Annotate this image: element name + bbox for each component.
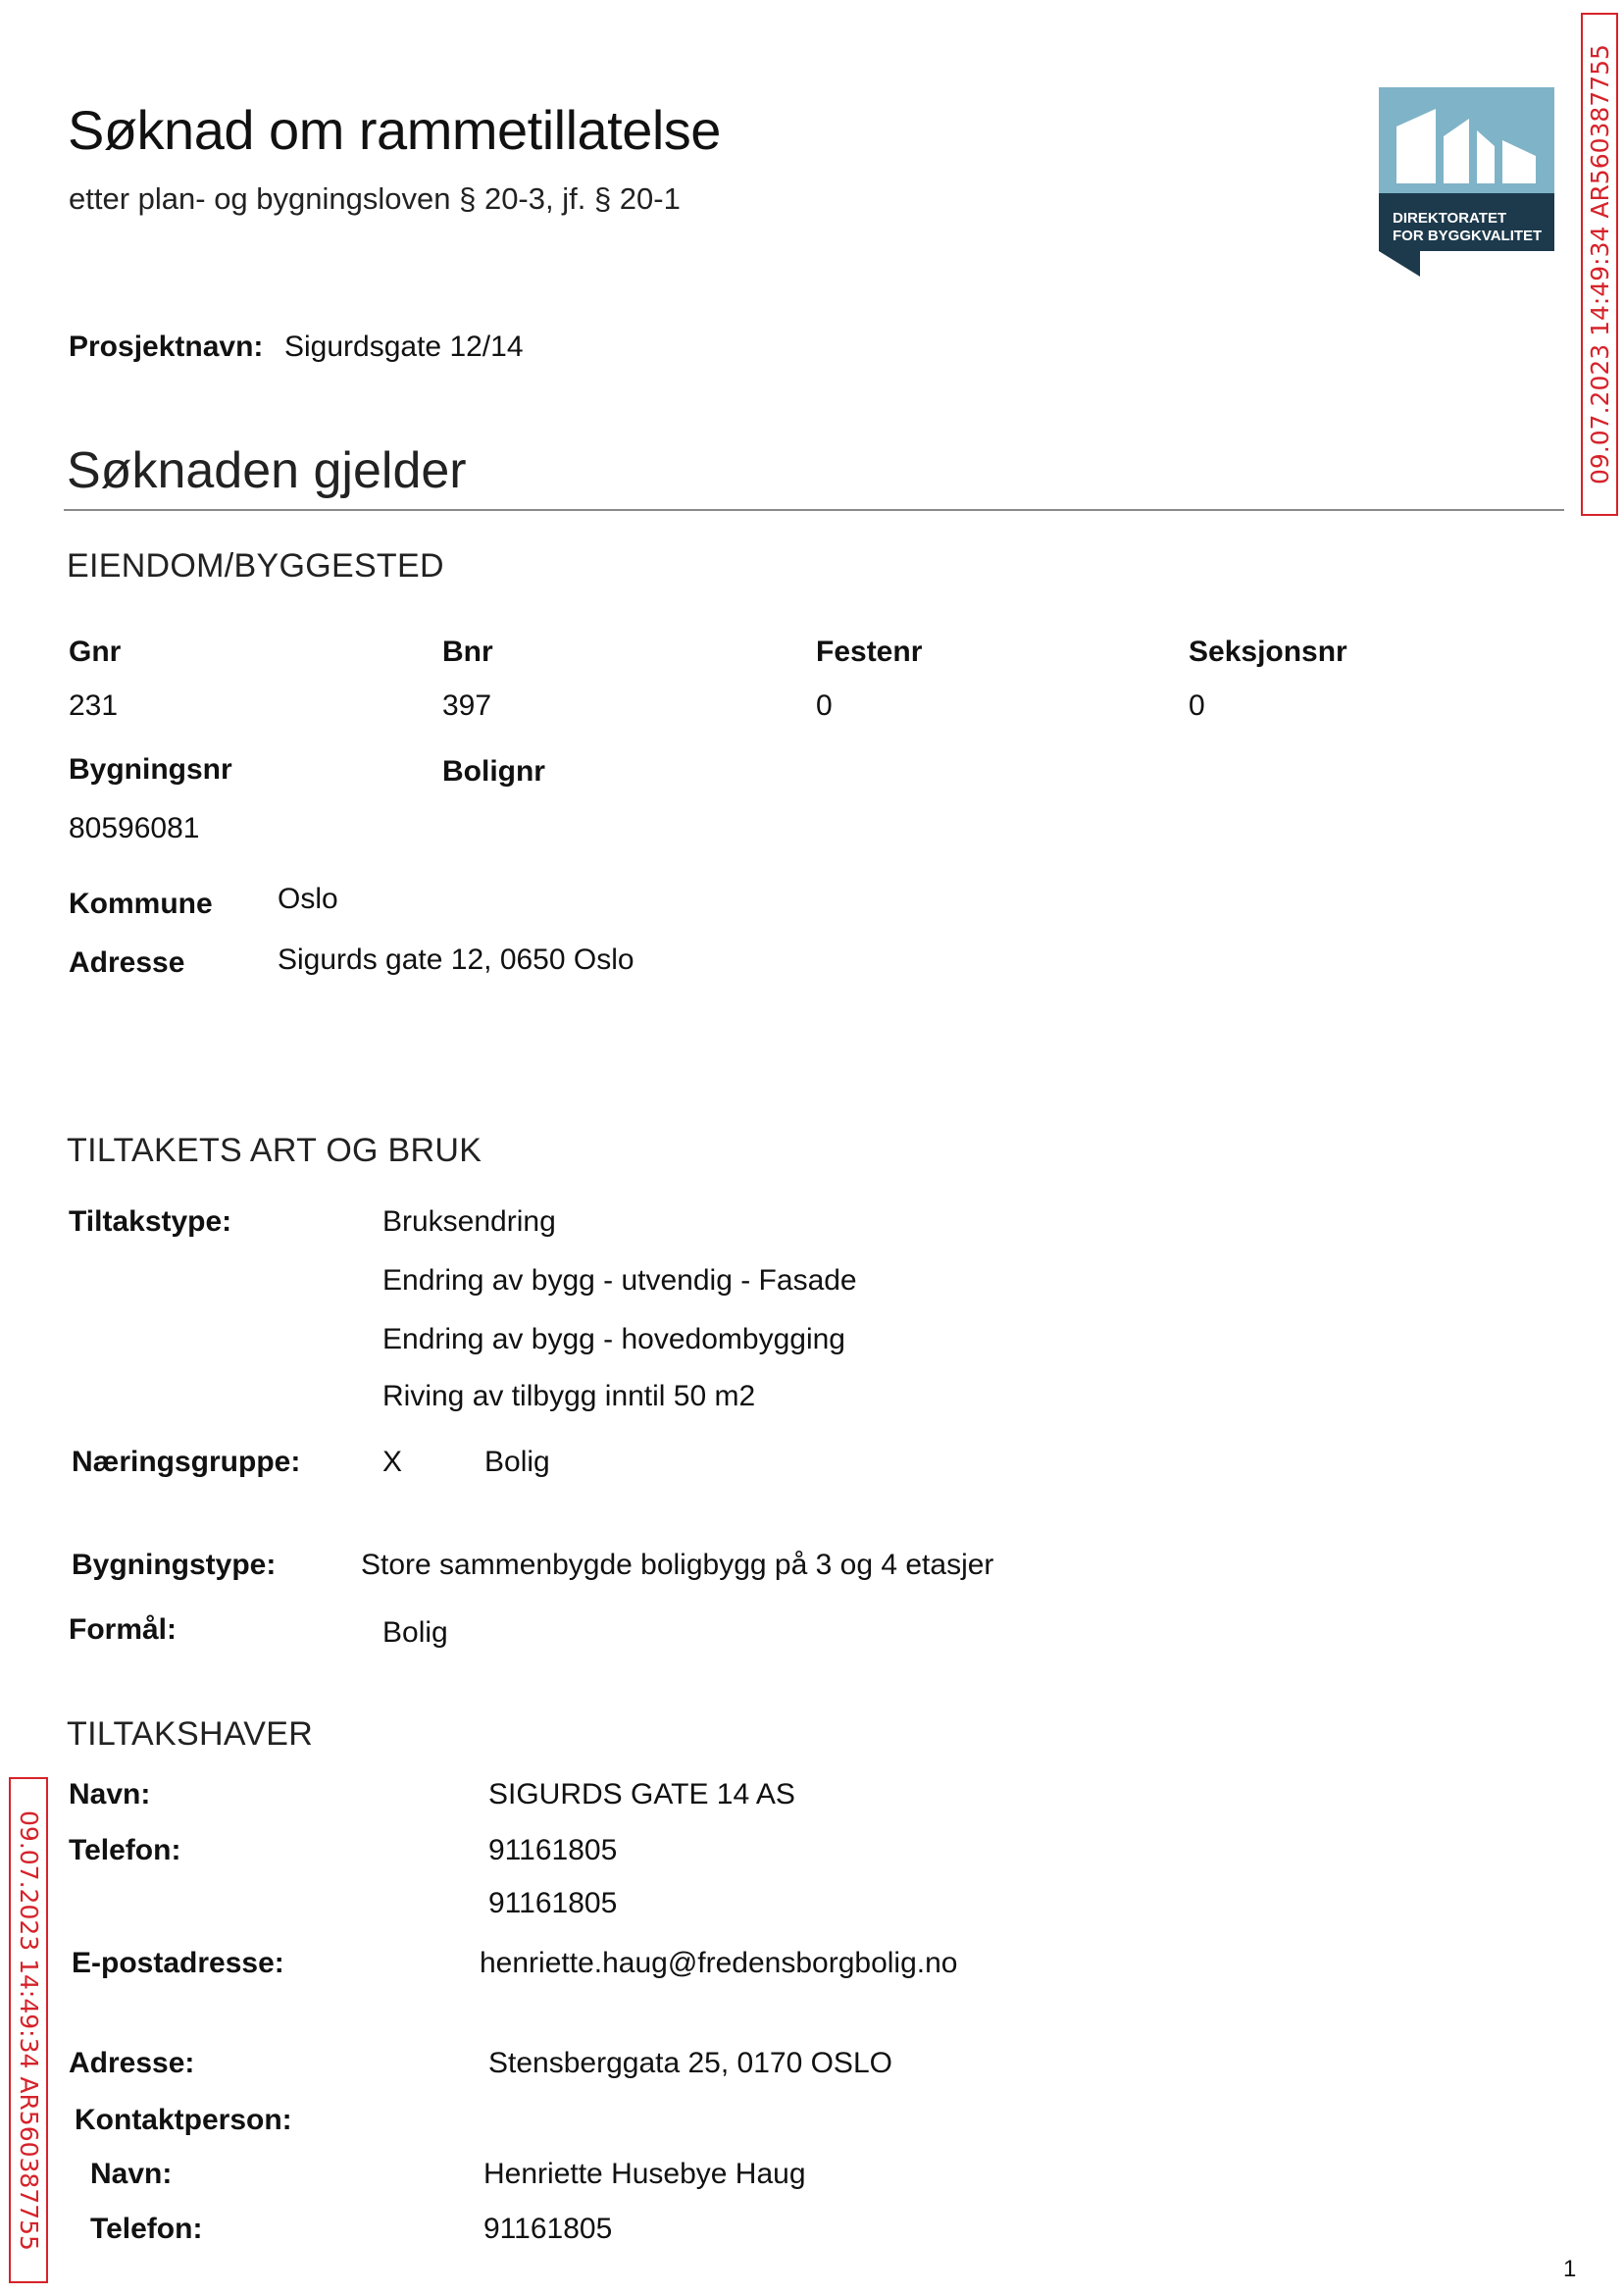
stamp-text-left: 09.07.2023 14:49:34 AR560387755 xyxy=(14,1810,43,2251)
document-subtitle: etter plan- og bygningsloven § 20-3, jf. § 20-1 xyxy=(69,181,681,216)
tiltakstype-item: Endring av bygg - utvendig - Fasade xyxy=(382,1264,857,1297)
bolignr-label: Bolignr xyxy=(442,755,545,788)
tiltakstype-label: Tiltakstype: xyxy=(69,1205,232,1238)
bygningsnr-label: Bygningsnr xyxy=(69,753,232,786)
naeringsgruppe-label: Næringsgruppe: xyxy=(72,1446,301,1478)
logo-text-line1: DIREKTORATET xyxy=(1393,210,1507,227)
section-heading: Søknaden gjelder xyxy=(67,442,467,499)
tiltakshaver-telefon-label: Telefon: xyxy=(69,1834,181,1866)
project-label: Prosjektnavn: xyxy=(69,331,264,363)
tiltakshaver-adresse-label: Adresse: xyxy=(69,2047,195,2079)
tiltakshaver-epost-value: henriette.haug@fredensborgbolig.no xyxy=(480,1947,958,1979)
timestamp-stamp-left xyxy=(9,1777,48,2283)
project-value: Sigurdsgate 12/14 xyxy=(284,331,524,363)
dibk-logo xyxy=(1379,87,1554,277)
tiltakshaver-navn-value: SIGURDS GATE 14 AS xyxy=(488,1778,795,1810)
bygningstype-label: Bygningstype: xyxy=(72,1549,277,1581)
tiltakshaver-epost-label: E-postadresse: xyxy=(72,1947,284,1979)
kontaktperson-label: Kontaktperson: xyxy=(75,2104,292,2136)
tiltakstype-item: Riving av tilbygg inntil 50 m2 xyxy=(382,1380,756,1412)
bnr-value: 397 xyxy=(442,689,492,722)
seksjonsnr-value: 0 xyxy=(1189,689,1205,722)
section-divider xyxy=(64,509,1564,511)
naeringsgruppe-value: Bolig xyxy=(484,1446,550,1478)
tiltakshaver-navn-label: Navn: xyxy=(69,1778,151,1810)
tiltakshaver-telefon-value-2: 91161805 xyxy=(488,1887,618,1919)
gnr-label: Gnr xyxy=(69,636,122,668)
adresse-value: Sigurds gate 12, 0650 Oslo xyxy=(278,943,634,976)
bygningstype-value: Store sammenbygde boligbygg på 3 og 4 etasjer xyxy=(361,1549,994,1581)
bygningsnr-value: 80596081 xyxy=(69,812,200,844)
gnr-value: 231 xyxy=(69,689,119,722)
tiltakstype-item: Bruksendring xyxy=(382,1205,556,1238)
tiltak-heading: TILTAKETS ART OG BRUK xyxy=(67,1132,482,1169)
tiltakshaver-telefon-value: 91161805 xyxy=(488,1834,618,1866)
bnr-label: Bnr xyxy=(442,636,493,668)
kontakt-telefon-label: Telefon: xyxy=(90,2213,203,2245)
seksjonsnr-label: Seksjonsnr xyxy=(1189,636,1347,668)
kontakt-telefon-value: 91161805 xyxy=(483,2213,613,2245)
logo-text-line2: FOR BYGGKVALITET xyxy=(1393,228,1543,244)
kommune-value: Oslo xyxy=(278,883,338,915)
tiltakstype-item: Endring av bygg - hovedombygging xyxy=(382,1323,845,1355)
formal-value: Bolig xyxy=(382,1616,448,1649)
naeringsgruppe-code: X xyxy=(382,1446,403,1478)
stamp-text-right: 09.07.2023 14:49:34 AR560387755 xyxy=(1585,44,1614,484)
document-title: Søknad om rammetillatelse xyxy=(68,99,721,161)
page-number: 1 xyxy=(1563,2256,1577,2282)
adresse-label: Adresse xyxy=(69,946,185,979)
kontakt-navn-value: Henriette Husebye Haug xyxy=(483,2158,806,2190)
kommune-label: Kommune xyxy=(69,888,213,920)
festenr-label: Festenr xyxy=(816,636,923,668)
timestamp-stamp-right xyxy=(1581,13,1618,516)
kontakt-navn-label: Navn: xyxy=(90,2158,173,2190)
festenr-value: 0 xyxy=(816,689,833,722)
tiltakshaver-heading: TILTAKSHAVER xyxy=(67,1715,314,1753)
eiendom-heading: EIENDOM/BYGGESTED xyxy=(67,547,444,585)
tiltakshaver-adresse-value: Stensberggata 25, 0170 OSLO xyxy=(488,2047,892,2079)
formal-label: Formål: xyxy=(69,1613,178,1646)
